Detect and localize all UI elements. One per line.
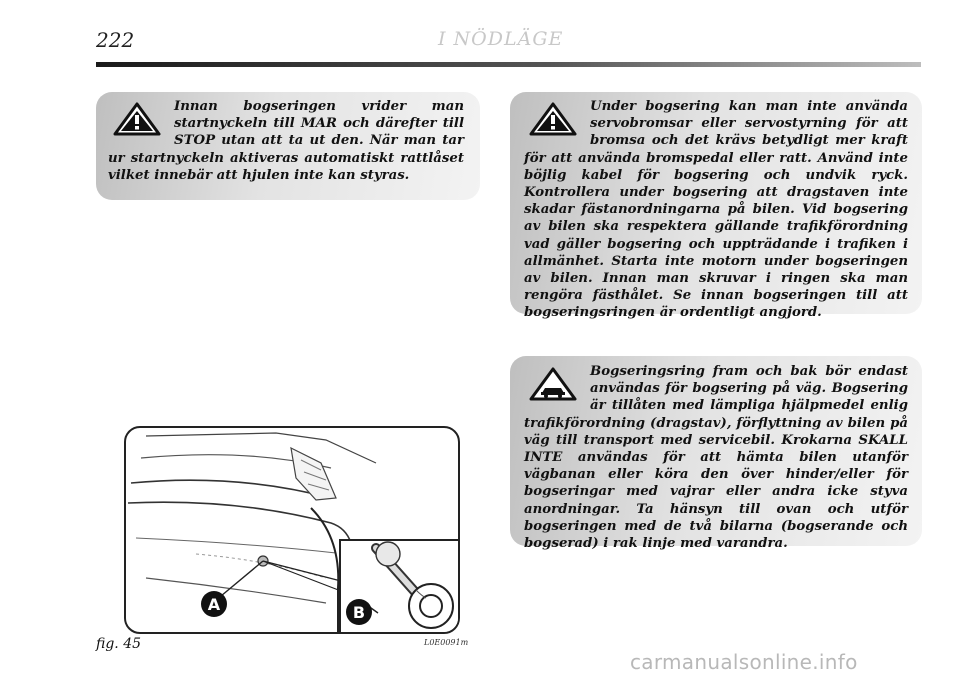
- car-warning-icon: [528, 367, 578, 401]
- label-b: B: [352, 603, 366, 622]
- section-title: I NÖDLÄGE: [438, 28, 564, 50]
- warning-text-ignition: Innan bogseringen vrider man startnyckeln till MAR och därefter till STOP utan att ta ut den. När man tar ur startnyckeln aktiveras automatiskt rattlåset vilket innebär att hjulen inte kan styras.: [108, 99, 464, 183]
- figure-code: L0E0091m: [424, 638, 469, 647]
- car-rear-drawing: [126, 428, 460, 634]
- towing-ring-illustration: [124, 426, 460, 634]
- label-a: A: [207, 595, 221, 614]
- warning-box-ignition: [96, 92, 480, 200]
- warning-text-towing-ring: Bogseringsring fram och bak bör endast användas för bogsering på väg. Bogsering är tillåten med lämpliga hjälpmedel enlig trafikförordning (dragstav), förflyttning av bilen på väg till transport med servicebil. Krokarna SKALL INTE användas för att hämta bilen utanför vägbanan eller köra den över hinder/eller för bogseringar med vajrar eller andra icke styva anordningar. Ta hänsyn till ovan och utför bogseringen med de två bilarna (bogserande och bogserad) i rak linje med varandra.: [524, 364, 908, 552]
- watermark: carmanualsonline.info: [630, 650, 858, 674]
- page-number: 222: [96, 28, 135, 52]
- figure-caption: fig. 45: [96, 636, 142, 652]
- warning-text-towing-braking: Under bogsering kan man inte använda servobromsar eller servostyrning för att bromsa och det krävs betydligt mer kraft för att använda bromspedal eller ratt. Använd inte böjlig kabel för bogsering och undvik ryck. Kontrollera under bogsering att dragstaven inte skadar fästanordningarna på bilen. Vid bogsering av bilen ska respektera gällande trafikförordning vad gäller bogsering och uppträdande i trafiken i allmänhet. Starta inte motorn under bogseringen av bilen. Innan man skruvar i ringen ska man rengöra fästhålet. Se innan bogseringen till att bogseringsringen är ordentligt angjord.: [524, 99, 908, 321]
- warning-box-towing-braking: [510, 92, 922, 321]
- warning-triangle-icon: [112, 102, 162, 136]
- header-rule: [96, 62, 921, 67]
- warning-triangle-icon: [528, 102, 578, 136]
- warning-box-towing-ring: [510, 356, 922, 552]
